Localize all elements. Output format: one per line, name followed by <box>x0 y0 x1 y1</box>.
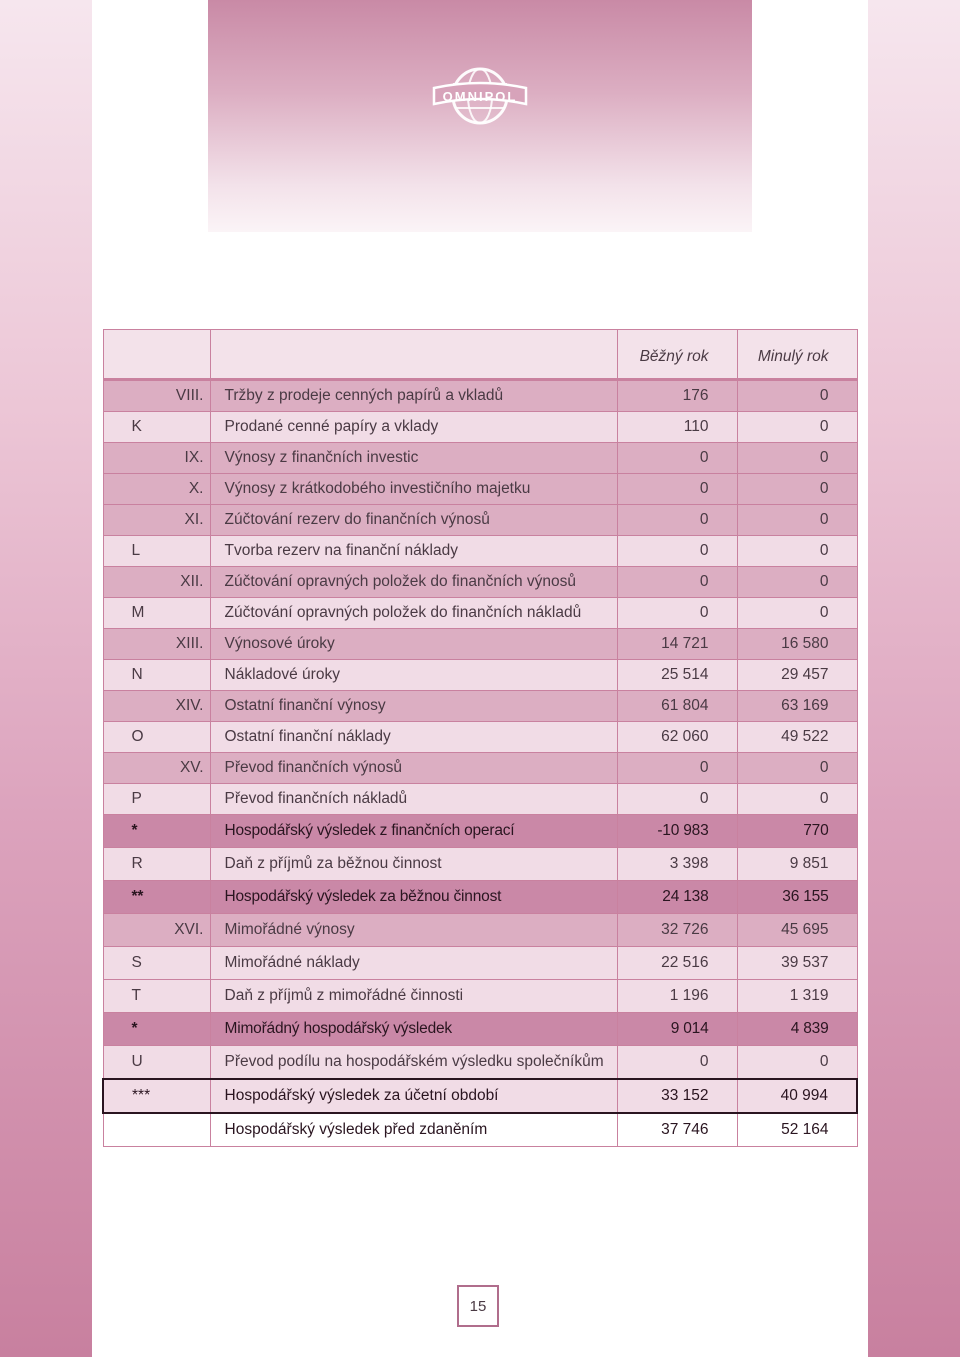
row-current-value: 61 804 <box>617 691 737 722</box>
row-current-value: 0 <box>617 598 737 629</box>
row-label: Zúčtování rezerv do finančních výnosů <box>210 505 617 536</box>
row-previous-value: 45 695 <box>737 914 857 947</box>
row-previous-value: 36 155 <box>737 881 857 914</box>
row-label: Zúčtování opravných položek do finančních nákladů <box>210 598 617 629</box>
row-previous-value: 9 851 <box>737 848 857 881</box>
row-code: * <box>103 815 210 848</box>
row-previous-value: 40 994 <box>737 1079 857 1113</box>
row-current-value: 110 <box>617 412 737 443</box>
row-label: Hospodářský výsledek z finančních operací <box>210 815 617 848</box>
row-code: XVI. <box>103 914 210 947</box>
row-label: Výnosy z finančních investic <box>210 443 617 474</box>
table-row <box>103 660 857 691</box>
row-code: O <box>103 722 210 753</box>
table-row <box>103 691 857 722</box>
row-code: U <box>103 1046 210 1080</box>
table-row <box>103 474 857 505</box>
row-label: Ostatní finanční náklady <box>210 722 617 753</box>
table-row <box>103 1113 857 1147</box>
table-row <box>103 722 857 753</box>
table-row <box>103 815 857 848</box>
table-row <box>103 567 857 598</box>
row-current-value: 0 <box>617 784 737 815</box>
row-label: Tržby z prodeje cenných papírů a vkladů <box>210 380 617 412</box>
row-code: XV. <box>103 753 210 784</box>
row-label: Převod podílu na hospodářském výsledku společníkům <box>210 1046 617 1080</box>
row-previous-value: 0 <box>737 598 857 629</box>
row-label: Výnosy z krátkodobého investičního majetku <box>210 474 617 505</box>
row-current-value: 33 152 <box>617 1079 737 1113</box>
row-current-value: 0 <box>617 505 737 536</box>
table-row <box>103 598 857 629</box>
row-current-value: 0 <box>617 443 737 474</box>
table-row <box>103 505 857 536</box>
row-label: Zúčtování opravných položek do finančních výnosů <box>210 567 617 598</box>
row-code: X. <box>103 474 210 505</box>
row-current-value: 0 <box>617 1046 737 1080</box>
table-row <box>103 1079 857 1113</box>
row-label: Mimořádný hospodářský výsledek <box>210 1013 617 1046</box>
svg-text:OMNIPOL: OMNIPOL <box>442 89 518 104</box>
row-previous-value: 0 <box>737 753 857 784</box>
row-current-value: 0 <box>617 474 737 505</box>
row-code: XIV. <box>103 691 210 722</box>
row-current-value: 0 <box>617 567 737 598</box>
table-header-row <box>103 330 857 380</box>
table-row <box>103 914 857 947</box>
row-label: Převod finančních nákladů <box>210 784 617 815</box>
row-current-value: 37 746 <box>617 1113 737 1147</box>
row-current-value: 14 721 <box>617 629 737 660</box>
header-current-year: Běžný rok <box>617 330 737 380</box>
row-code: P <box>103 784 210 815</box>
table-row <box>103 412 857 443</box>
table-row <box>103 536 857 567</box>
row-current-value: 176 <box>617 380 737 412</box>
table-row <box>103 848 857 881</box>
row-current-value: 3 398 <box>617 848 737 881</box>
row-label: Daň z příjmů z mimořádné činnosti <box>210 980 617 1013</box>
header-previous-year: Minulý rok <box>737 330 857 380</box>
row-label: Výnosové úroky <box>210 629 617 660</box>
row-label: Mimořádné výnosy <box>210 914 617 947</box>
row-code <box>103 1113 210 1147</box>
row-current-value: -10 983 <box>617 815 737 848</box>
row-previous-value: 0 <box>737 380 857 412</box>
table-row <box>103 380 857 412</box>
row-previous-value: 0 <box>737 567 857 598</box>
row-label: Hospodářský výsledek za běžnou činnost <box>210 881 617 914</box>
row-label: Nákladové úroky <box>210 660 617 691</box>
row-code: S <box>103 947 210 980</box>
row-code: L <box>103 536 210 567</box>
row-previous-value: 4 839 <box>737 1013 857 1046</box>
row-previous-value: 0 <box>737 536 857 567</box>
row-code: M <box>103 598 210 629</box>
row-code: XII. <box>103 567 210 598</box>
row-label: Ostatní finanční výnosy <box>210 691 617 722</box>
omnipol-logo <box>430 60 530 132</box>
row-code: N <box>103 660 210 691</box>
financial-table <box>102 329 858 1147</box>
row-previous-value: 770 <box>737 815 857 848</box>
row-previous-value: 0 <box>737 505 857 536</box>
row-label: Daň z příjmů za běžnou činnost <box>210 848 617 881</box>
row-label: Prodané cenné papíry a vklady <box>210 412 617 443</box>
row-code: * <box>103 1013 210 1046</box>
row-code: XI. <box>103 505 210 536</box>
row-previous-value: 0 <box>737 412 857 443</box>
row-label: Hospodářský výsledek za účetní období <box>210 1079 617 1113</box>
table-row <box>103 784 857 815</box>
header-code-cell <box>103 330 210 380</box>
row-code: T <box>103 980 210 1013</box>
row-previous-value: 16 580 <box>737 629 857 660</box>
row-current-value: 32 726 <box>617 914 737 947</box>
row-current-value: 0 <box>617 753 737 784</box>
row-previous-value: 49 522 <box>737 722 857 753</box>
row-code: VIII. <box>103 380 210 412</box>
row-previous-value: 0 <box>737 443 857 474</box>
table-row <box>103 443 857 474</box>
page-number: 15 <box>457 1285 499 1327</box>
row-code: XIII. <box>103 629 210 660</box>
row-previous-value: 0 <box>737 1046 857 1080</box>
header-label-cell <box>210 330 617 380</box>
table-row <box>103 881 857 914</box>
row-label: Tvorba rezerv na finanční náklady <box>210 536 617 567</box>
row-label: Hospodářský výsledek před zdaněním <box>210 1113 617 1147</box>
row-current-value: 22 516 <box>617 947 737 980</box>
row-previous-value: 0 <box>737 784 857 815</box>
row-label: Převod finančních výnosů <box>210 753 617 784</box>
row-previous-value: 29 457 <box>737 660 857 691</box>
table-row <box>103 947 857 980</box>
row-previous-value: 39 537 <box>737 947 857 980</box>
row-label: Mimořádné náklady <box>210 947 617 980</box>
row-previous-value: 52 164 <box>737 1113 857 1147</box>
table-row <box>103 629 857 660</box>
row-current-value: 24 138 <box>617 881 737 914</box>
row-current-value: 9 014 <box>617 1013 737 1046</box>
table-row <box>103 1046 857 1080</box>
table-row <box>103 1013 857 1046</box>
table-row <box>103 753 857 784</box>
row-code: IX. <box>103 443 210 474</box>
row-code: K <box>103 412 210 443</box>
row-code: R <box>103 848 210 881</box>
row-current-value: 1 196 <box>617 980 737 1013</box>
table-row <box>103 980 857 1013</box>
row-code: *** <box>103 1079 210 1113</box>
row-previous-value: 0 <box>737 474 857 505</box>
row-current-value: 62 060 <box>617 722 737 753</box>
row-previous-value: 1 319 <box>737 980 857 1013</box>
row-previous-value: 63 169 <box>737 691 857 722</box>
row-code: ** <box>103 881 210 914</box>
row-current-value: 0 <box>617 536 737 567</box>
row-current-value: 25 514 <box>617 660 737 691</box>
